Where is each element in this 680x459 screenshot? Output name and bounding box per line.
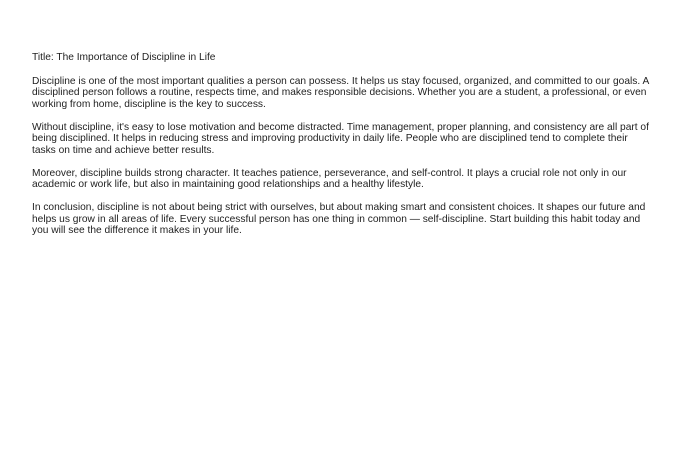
paragraph-character: Moreover, discipline builds strong character. It teaches patience, perseverance, and self-control. It plays a crucial role not only in our academic or work life, but also in maintaining good relationships and a healthy lifestyle. — [32, 167, 627, 190]
paragraph-intro: Discipline is one of the most important qualities a person can possess. It helps us stay focused, organized, and committed to our goals. A disciplined person follows a routine, respects time, and makes responsible decisions. Whether you are a student, a professional, or even working from home, discipline is the key to success. — [32, 75, 649, 110]
document-title: Title: The Importance of Discipline in Life — [32, 52, 216, 63]
paragraph-conclusion: In conclusion, discipline is not about being strict with ourselves, but about making smart and consistent choices. It shapes our future and helps us grow in all areas of life. Every successful person has one thing in common — self-discipline. Start building this habit today and you will see the difference it makes in your life. — [32, 202, 646, 236]
paragraph-without-discipline: Without discipline, it's easy to lose motivation and become distracted. Time management, proper planning, and consistency are all part of being disciplined. It helps in reducing stress and improving productivity in daily life. People who are disciplined tend to complete their tasks on time and achieve better results. — [32, 121, 649, 156]
